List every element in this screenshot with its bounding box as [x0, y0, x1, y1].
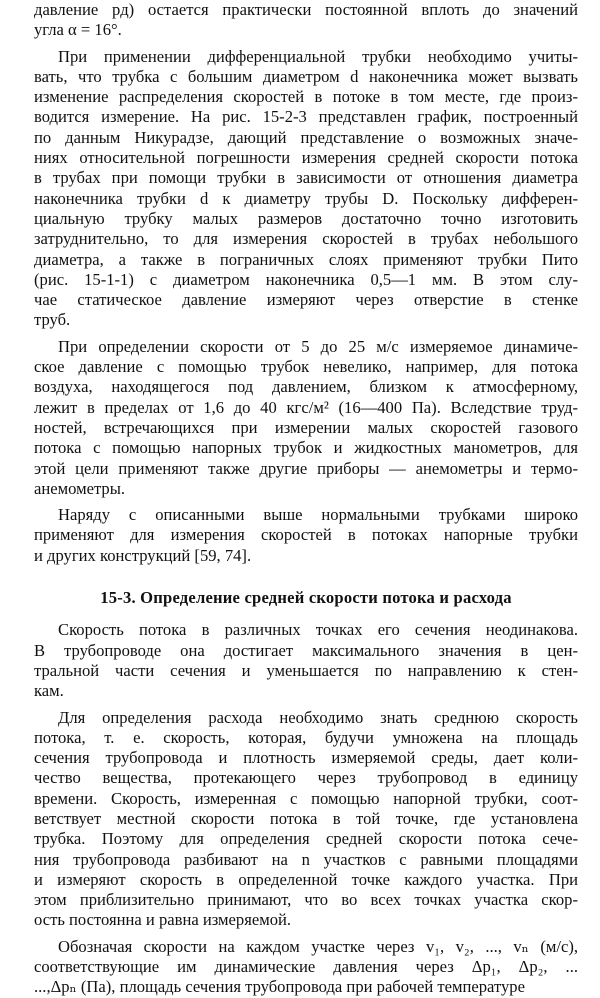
section-heading: 15-3. Определение средней скорости потока и расхода — [100, 588, 512, 608]
text-line: ...,Δpₙ (Па), площадь сечения трубопровода при рабочей температуре — [34, 977, 525, 997]
text-line: сечения трубопровода и плотность измеряемой среды, дает коли- — [34, 748, 578, 768]
text-line: давление pд) остается практически постоянной вплоть до значений — [34, 0, 578, 19]
paragraph — [34, 708, 578, 931]
text-line: труб. — [34, 310, 71, 330]
text-line: ость постоянна и равна измеряемой. — [34, 910, 292, 930]
text-line: При определении скорости от 5 до 25 м/с измеряемое динамиче- — [58, 336, 578, 356]
text-line: и измеряют скорость в определенной точке каждого участка. При — [34, 869, 578, 889]
text-line: в трубах при помощи трубки в зависимости от отношения диаметра — [34, 168, 578, 188]
text-line: потока, т. е. скорость, которая, будучи умножена на площадь — [34, 727, 578, 747]
text-line: При применении дифференциальной трубки необходимо учиты- — [58, 46, 578, 66]
text-line: применяют для измерения скоростей в потоках напорные трубки — [34, 525, 578, 545]
text-line: диаметра, а также в пограничных слоях применяют трубки Пито — [34, 249, 578, 269]
paragraph — [34, 337, 578, 499]
text-line: В трубопроводе она достигает максимального значения в цен- — [34, 640, 578, 660]
text-line: Обозначая скорости на каждом участке через v₁, v₂, ..., vₙ (м/с), — [58, 936, 578, 956]
text-line: этой цели применяют также другие приборы — анемометры и термо- — [34, 458, 578, 478]
body-text-bottom — [34, 620, 578, 997]
text-line: циальную трубку малых размеров достаточно точно изготовить — [34, 208, 578, 228]
text-line: вать, что трубка с большим диаметром d наконечника может вызвать — [34, 66, 578, 86]
paragraph — [34, 0, 578, 41]
text-line: и других конструкций [59, 74]. — [34, 545, 252, 565]
text-line: затруднительно, то для измерения скоростей в трубах небольшого — [34, 229, 578, 249]
text-line: по данным Никурадзе, дающий представление о возможных значе- — [34, 127, 578, 147]
text-line: кам. — [34, 681, 64, 701]
paragraph — [34, 937, 578, 998]
text-line: воздуха, находящегося под давлением, близком к атмосферному, — [34, 377, 578, 397]
text-line: ностей, встречающихся при измерении малых скоростей газового — [34, 417, 578, 437]
text-line: Наряду с описанными выше нормальными трубками широко — [58, 505, 578, 525]
text-line: ветствует местной скорости потока в той точке, где установлена — [34, 808, 578, 828]
text-line: наконечника трубки d к диаметру трубы D. Поскольку дифферен- — [34, 188, 578, 208]
paragraph — [34, 505, 578, 566]
text-line: (рис. 15-1-1) с диаметром наконечника 0,5—1 мм. В этом слу- — [34, 269, 578, 289]
paragraph — [34, 47, 578, 331]
text-line: чество вещества, протекающего через трубопровод в единицу — [34, 768, 578, 788]
text-line: анемометры. — [34, 478, 126, 498]
text-line: Скорость потока в различных точках его сечения неодинакова. — [58, 620, 578, 640]
text-line: лежит в пределах от 1,6 до 40 кгс/м² (16—400 Па). Вследствие труд- — [34, 397, 578, 417]
text-line: Для определения расхода необходимо знать среднюю скорость — [58, 707, 578, 727]
body-text-top — [34, 0, 578, 566]
text-line: тральной части сечения и уменьшается по направлению к стен- — [34, 660, 578, 680]
text-line: соответствующие им динамические давления через Δp₁, Δp₂, ... — [34, 957, 578, 977]
text-line: водится измерение. На рис. 15-2-3 представлен график, построенный — [34, 107, 578, 127]
text-line: времени. Скорость, измеренная с помощью напорной трубки, соот- — [34, 788, 578, 808]
text-line: трубка. Поэтому для определения средней скорости потока сече- — [34, 829, 578, 849]
text-line: угла α = 16°. — [34, 20, 122, 40]
text-line: этом приблизительно принимают, что во всех точках участка скор- — [34, 890, 578, 910]
text-line: ское давление с помощью трубок невелико, например, для потока — [34, 357, 578, 377]
text-line: изменение распределения скоростей в потоке в том месте, где произ- — [34, 87, 578, 107]
text-line: потока с помощью напорных трубок и жидкостных манометров, для — [34, 438, 578, 458]
paragraph — [34, 620, 578, 701]
text-line: ниях относительной погрешности измерения средней скорости потока — [34, 148, 578, 168]
text-line: чае статическое давление измеряют через отверстие в стенке — [34, 290, 578, 310]
text-line: ния трубопровода разбивают на n участков с равными площадями — [34, 849, 578, 869]
